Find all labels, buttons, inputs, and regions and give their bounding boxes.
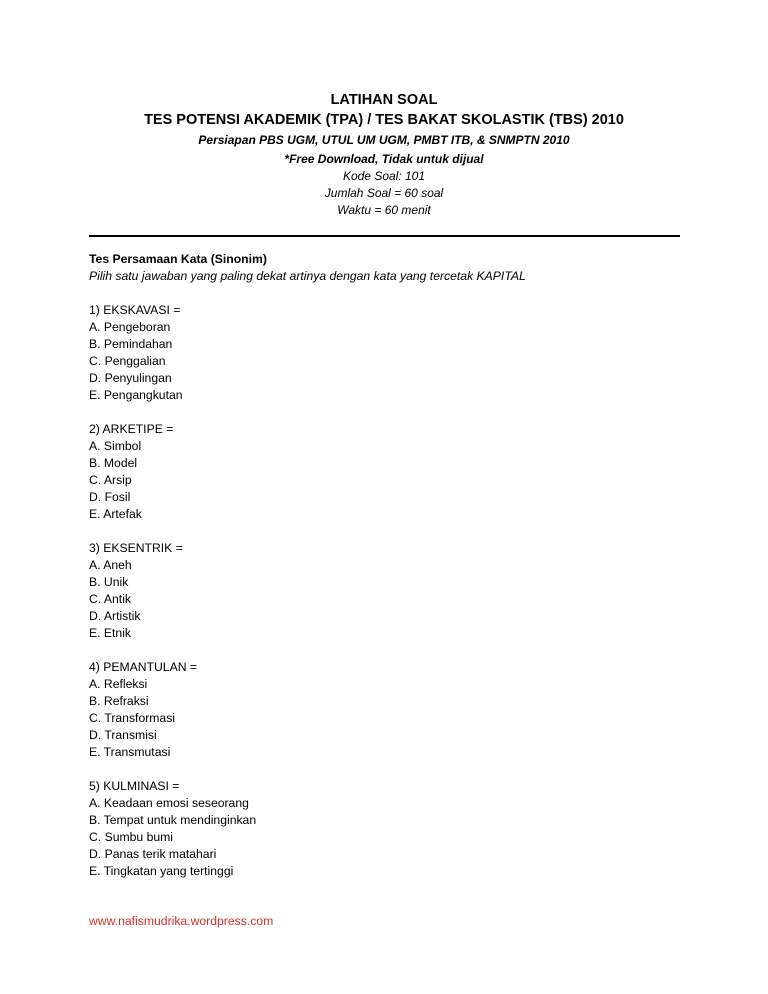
waktu: Waktu = 60 menit (337, 203, 431, 217)
option-a: A. Simbol (89, 439, 142, 453)
option-d: D. Fosil (89, 490, 131, 504)
question-1 (89, 302, 689, 404)
kode-soal: Kode Soal: 101 (342, 169, 426, 183)
option-c: C. Antik (89, 592, 131, 606)
question-stem: 2) ARKETIPE = (89, 422, 174, 436)
question-4 (89, 659, 689, 761)
prep-line: Persiapan PBS UGM, UTUL UM UGM, PMBT ITB, & SNMPTN 2010 (198, 133, 570, 147)
option-d: D. Penyulingan (89, 371, 172, 385)
option-b: B. Pemindahan (89, 337, 173, 351)
option-c: C. Penggalian (89, 354, 166, 368)
option-c: C. Sumbu bumi (89, 830, 173, 844)
footer-url: www.nafismudrika.wordpress.com (89, 914, 274, 928)
option-a: A. Aneh (89, 558, 132, 572)
option-e: E. Etnik (89, 626, 131, 640)
question-3 (89, 540, 689, 642)
option-c: C. Arsip (89, 473, 132, 487)
option-a: A. Refleksi (89, 677, 148, 691)
document-header (0, 90, 768, 219)
doc-subtitle: TES POTENSI AKADEMIK (TPA) / TES BAKAT SKOLASTIK (TBS) 2010 (144, 112, 624, 128)
question-5 (89, 778, 689, 880)
section-title: Tes Persamaan Kata (Sinonim) (89, 252, 267, 266)
option-b: B. Refraksi (89, 694, 149, 708)
jumlah-soal: Jumlah Soal = 60 soal (324, 186, 444, 200)
question-2 (89, 421, 689, 523)
question-content (89, 251, 689, 880)
free-download-note: *Free Download, Tidak untuk dijual (284, 152, 484, 166)
option-e: E. Pengangkutan (89, 388, 183, 402)
option-b: B. Model (89, 456, 138, 470)
question-stem: 4) PEMANTULAN = (89, 660, 198, 674)
header-divider (89, 235, 680, 237)
option-d: D. Panas terik matahari (89, 847, 217, 861)
question-stem: 3) EKSENTRIK = (89, 541, 183, 555)
question-stem: 5) KULMINASI = (89, 779, 180, 793)
question-stem: 1) EKSKAVASI = (89, 303, 181, 317)
doc-title: LATIHAN SOAL (330, 92, 438, 108)
option-a: A. Keadaan emosi seseorang (89, 796, 249, 810)
option-a: A. Pengeboran (89, 320, 171, 334)
option-d: D. Artistik (89, 609, 141, 623)
option-c: C. Transformasi (89, 711, 176, 725)
option-e: E. Tingkatan yang tertinggi (89, 864, 234, 878)
option-d: D. Transmisi (89, 728, 157, 742)
option-e: E. Transmutasi (89, 745, 171, 759)
section-instruction: Pilih satu jawaban yang paling dekat artinya dengan kata yang tercetak KAPITAL (89, 269, 526, 283)
option-e: E. Artefak (89, 507, 142, 521)
option-b: B. Unik (89, 575, 129, 589)
option-b: B. Tempat untuk mendinginkan (89, 813, 257, 827)
